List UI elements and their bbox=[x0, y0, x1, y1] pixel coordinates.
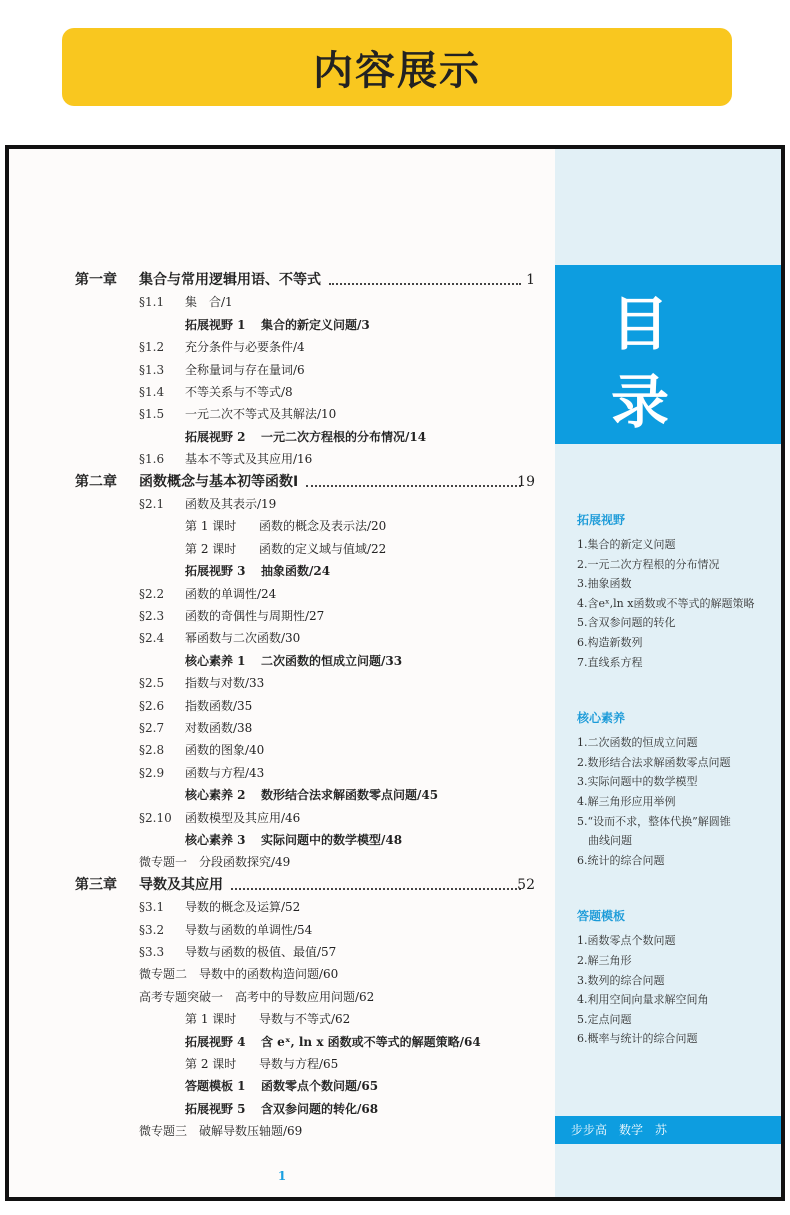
feature-entry bbox=[9, 1076, 555, 1096]
sidebar-item: 3.数列的综合问题 bbox=[577, 973, 665, 987]
section-number: §1.5 bbox=[139, 407, 165, 422]
feature-entry bbox=[9, 427, 555, 447]
lesson-label: 第 1 课时 bbox=[185, 1012, 237, 1027]
section-entry bbox=[9, 382, 555, 402]
heading-char-bottom: 录 bbox=[611, 368, 670, 436]
section-title: 指数函数/35 bbox=[185, 698, 253, 713]
section-title: 函数及其表示/19 bbox=[185, 497, 277, 511]
section-number: §2.3 bbox=[139, 609, 165, 623]
section-entry bbox=[9, 292, 555, 312]
lesson-title: 函数的定义域与值域/22 bbox=[259, 541, 387, 556]
sidebar-item: 6.统计的综合问题 bbox=[577, 853, 665, 867]
feature-label: 拓展视野 3 bbox=[185, 564, 246, 579]
sidebar-item: 5.含双参问题的转化 bbox=[577, 616, 676, 630]
sidebar-item: 4.解三角形应用举例 bbox=[577, 795, 676, 808]
topic-entry bbox=[9, 987, 555, 1007]
sidebar-item: 2.一元二次方程根的分布情况 bbox=[577, 557, 720, 571]
heading-char-top: 目 bbox=[611, 290, 670, 358]
section-title: 不等关系与不等式/8 bbox=[185, 385, 293, 399]
section-number: §2.5 bbox=[139, 676, 165, 691]
chapter-row bbox=[9, 472, 555, 492]
lesson-entry bbox=[9, 539, 555, 559]
section-entry bbox=[9, 404, 555, 424]
section-entry bbox=[9, 740, 555, 760]
lesson-title: 函数的概念及表示法/20 bbox=[259, 519, 387, 534]
section-number: §3.3 bbox=[139, 945, 165, 959]
sidebar-item: 3.抽象函数 bbox=[577, 577, 632, 591]
section-title: 基本不等式及其应用/16 bbox=[185, 452, 313, 467]
toc-sidebar bbox=[555, 149, 785, 1197]
section-number: §3.2 bbox=[139, 922, 165, 937]
section-title: 函数与方程/43 bbox=[185, 765, 265, 780]
section-number: §1.3 bbox=[139, 362, 165, 377]
sidebar-item: 1.二次函数的恒成立问题 bbox=[577, 736, 698, 750]
chapter-title: 函数概念与基本初等函数Ⅰ bbox=[139, 473, 299, 490]
feature-title: 实际问题中的数学模型/48 bbox=[261, 833, 403, 847]
section-title: 全称量词与存在量词/6 bbox=[185, 362, 305, 377]
series-footer: 步步高 数学 苏 bbox=[555, 1116, 785, 1144]
feature-title: 一元二次方程根的分布情况/14 bbox=[261, 429, 427, 444]
feature-label: 答题模板 1 bbox=[185, 1079, 246, 1094]
lesson-label: 第 1 课时 bbox=[185, 519, 237, 534]
sidebar-group-title: 拓展视野 bbox=[577, 513, 626, 527]
sidebar-item: 6.概率与统计的综合问题 bbox=[577, 1032, 698, 1046]
feature-entry bbox=[9, 830, 555, 850]
section-entry bbox=[9, 897, 555, 917]
section-entry bbox=[9, 942, 555, 962]
section-title: 导数与函数的极值、最值/57 bbox=[185, 945, 337, 959]
feature-label: 核心素养 3 bbox=[185, 833, 246, 847]
topic-entry bbox=[9, 964, 555, 984]
section-number: §2.4 bbox=[139, 631, 165, 646]
feature-label: 拓展视野 2 bbox=[185, 429, 246, 444]
feature-entry bbox=[9, 1099, 555, 1119]
section-entry bbox=[9, 696, 555, 716]
section-number: §2.8 bbox=[139, 743, 165, 758]
section-entry bbox=[9, 763, 555, 783]
chapter-row bbox=[9, 270, 555, 290]
section-entry bbox=[9, 337, 555, 357]
mulu-heading bbox=[555, 265, 785, 444]
sidebar-item: 曲线问题 bbox=[577, 834, 632, 848]
section-number: §1.2 bbox=[139, 340, 165, 355]
topic-entry bbox=[9, 1121, 555, 1141]
feature-entry bbox=[9, 651, 555, 671]
topic-title: 微专题三 破解导数压轴题/69 bbox=[139, 1124, 303, 1139]
section-title: 幂函数与二次函数/30 bbox=[185, 631, 301, 646]
section-entry bbox=[9, 449, 555, 469]
chapter-number: 第二章 bbox=[75, 473, 117, 490]
section-number: §1.4 bbox=[139, 385, 165, 399]
sidebar-item: 1.集合的新定义问题 bbox=[577, 538, 676, 551]
feature-title: 集合的新定义问题/3 bbox=[261, 317, 370, 332]
sidebar-group-title: 答题模板 bbox=[577, 909, 626, 924]
lesson-label: 第 2 课时 bbox=[185, 541, 237, 556]
feature-entry bbox=[9, 785, 555, 805]
feature-title: 含 eˣ, ln x 函数或不等式的解题策略/64 bbox=[261, 1034, 481, 1049]
toc-page bbox=[5, 145, 785, 1201]
lesson-label: 第 2 课时 bbox=[185, 1057, 237, 1071]
section-title: 导数与函数的单调性/54 bbox=[185, 922, 313, 937]
feature-entry bbox=[9, 315, 555, 335]
section-entry bbox=[9, 360, 555, 380]
section-number: §2.9 bbox=[139, 765, 165, 780]
feature-title: 含双参问题的转化/68 bbox=[261, 1101, 379, 1116]
chapter-number: 第一章 bbox=[75, 272, 117, 288]
section-title: 充分条件与必要条件/4 bbox=[185, 340, 305, 355]
feature-label: 核心素养 2 bbox=[185, 788, 246, 803]
section-title: 函数模型及其应用/46 bbox=[185, 810, 301, 825]
page-number: 1 bbox=[277, 1169, 287, 1183]
banner-title: 内容展示 bbox=[313, 47, 481, 94]
section-entry bbox=[9, 920, 555, 940]
sidebar-item: 3.实际问题中的数学模型 bbox=[577, 775, 698, 789]
section-title: 集 合/1 bbox=[185, 295, 233, 310]
sidebar-item: 4.含eˣ,ln x函数或不等式的解题策略 bbox=[577, 596, 755, 610]
chapter-title: 导数及其应用 bbox=[139, 876, 223, 893]
section-title: 函数的奇偶性与周期性/27 bbox=[185, 609, 325, 623]
lesson-entry bbox=[9, 516, 555, 536]
sidebar-item: 2.解三角形 bbox=[577, 954, 632, 967]
section-number: §1.6 bbox=[139, 452, 165, 467]
feature-entry bbox=[9, 561, 555, 581]
lesson-entry bbox=[9, 1009, 555, 1029]
section-title: 导数的概念及运算/52 bbox=[185, 900, 301, 915]
sidebar-group-title: 核心素养 bbox=[577, 711, 626, 726]
topic-title: 微专题二 导数中的函数构造问题/60 bbox=[139, 967, 339, 982]
chapter-page: 19 bbox=[517, 473, 535, 490]
sidebar-item: 7.直线系方程 bbox=[577, 655, 643, 669]
section-number: §3.1 bbox=[139, 900, 165, 915]
section-entry bbox=[9, 628, 555, 648]
section-title: 一元二次不等式及其解法/10 bbox=[185, 407, 337, 422]
lesson-entry bbox=[9, 1054, 555, 1074]
chapter-title: 集合与常用逻辑用语、不等式 bbox=[139, 272, 321, 288]
section-entry bbox=[9, 606, 555, 626]
chapter-number: 第三章 bbox=[75, 876, 117, 893]
section-entry bbox=[9, 808, 555, 828]
feature-label: 拓展视野 4 bbox=[185, 1034, 246, 1049]
chapter-leader-dots bbox=[231, 888, 521, 890]
chapter-leader-dots bbox=[306, 485, 521, 487]
section-number: §2.6 bbox=[139, 698, 165, 713]
topic-title: 微专题一 分段函数探究/49 bbox=[139, 855, 291, 870]
sidebar-item: 4.利用空间向量求解空间角 bbox=[577, 993, 709, 1007]
section-title: 函数的图象/40 bbox=[185, 743, 265, 758]
topic-title: 高考专题突破一 高考中的导数应用问题/62 bbox=[139, 989, 375, 1004]
feature-title: 抽象函数/24 bbox=[261, 564, 331, 579]
feature-label: 拓展视野 1 bbox=[185, 317, 246, 332]
feature-label: 拓展视野 5 bbox=[185, 1101, 246, 1116]
section-number: §2.7 bbox=[139, 721, 165, 735]
section-entry bbox=[9, 673, 555, 693]
sidebar-item: 5.“设而不求，整体代换”解圆锥 bbox=[577, 814, 731, 828]
sidebar-item: 1.函数零点个数问题 bbox=[577, 934, 676, 948]
section-title: 对数函数/38 bbox=[185, 721, 253, 735]
section-number: §2.1 bbox=[139, 497, 165, 511]
header-banner bbox=[62, 28, 732, 106]
section-number: §2.2 bbox=[139, 586, 165, 601]
sidebar-item: 5.定点问题 bbox=[577, 1012, 632, 1026]
chapter-page: 52 bbox=[517, 876, 535, 893]
section-entry bbox=[9, 718, 555, 738]
feature-entry bbox=[9, 1032, 555, 1052]
chapter-page: 1 bbox=[526, 272, 535, 288]
section-entry bbox=[9, 584, 555, 604]
feature-title: 数形结合法求解函数零点问题/45 bbox=[261, 788, 439, 803]
lesson-title: 导数与方程/65 bbox=[259, 1057, 339, 1071]
section-title: 指数与对数/33 bbox=[185, 676, 265, 691]
section-number: §1.1 bbox=[139, 295, 165, 310]
feature-label: 核心素养 1 bbox=[185, 653, 246, 668]
chapter-row bbox=[9, 875, 555, 895]
feature-title: 函数零点个数问题/65 bbox=[261, 1079, 379, 1094]
lesson-title: 导数与不等式/62 bbox=[259, 1012, 351, 1027]
section-entry bbox=[9, 494, 555, 514]
table-of-contents bbox=[9, 149, 555, 1197]
feature-title: 二次函数的恒成立问题/33 bbox=[261, 653, 403, 668]
sidebar-item: 6.构造新数列 bbox=[577, 636, 643, 649]
chapter-leader-dots bbox=[329, 283, 521, 285]
section-number: §2.10 bbox=[139, 810, 172, 825]
sidebar-item: 2.数形结合法求解函数零点问题 bbox=[577, 755, 731, 769]
topic-entry bbox=[9, 852, 555, 872]
section-title: 函数的单调性/24 bbox=[185, 586, 277, 601]
